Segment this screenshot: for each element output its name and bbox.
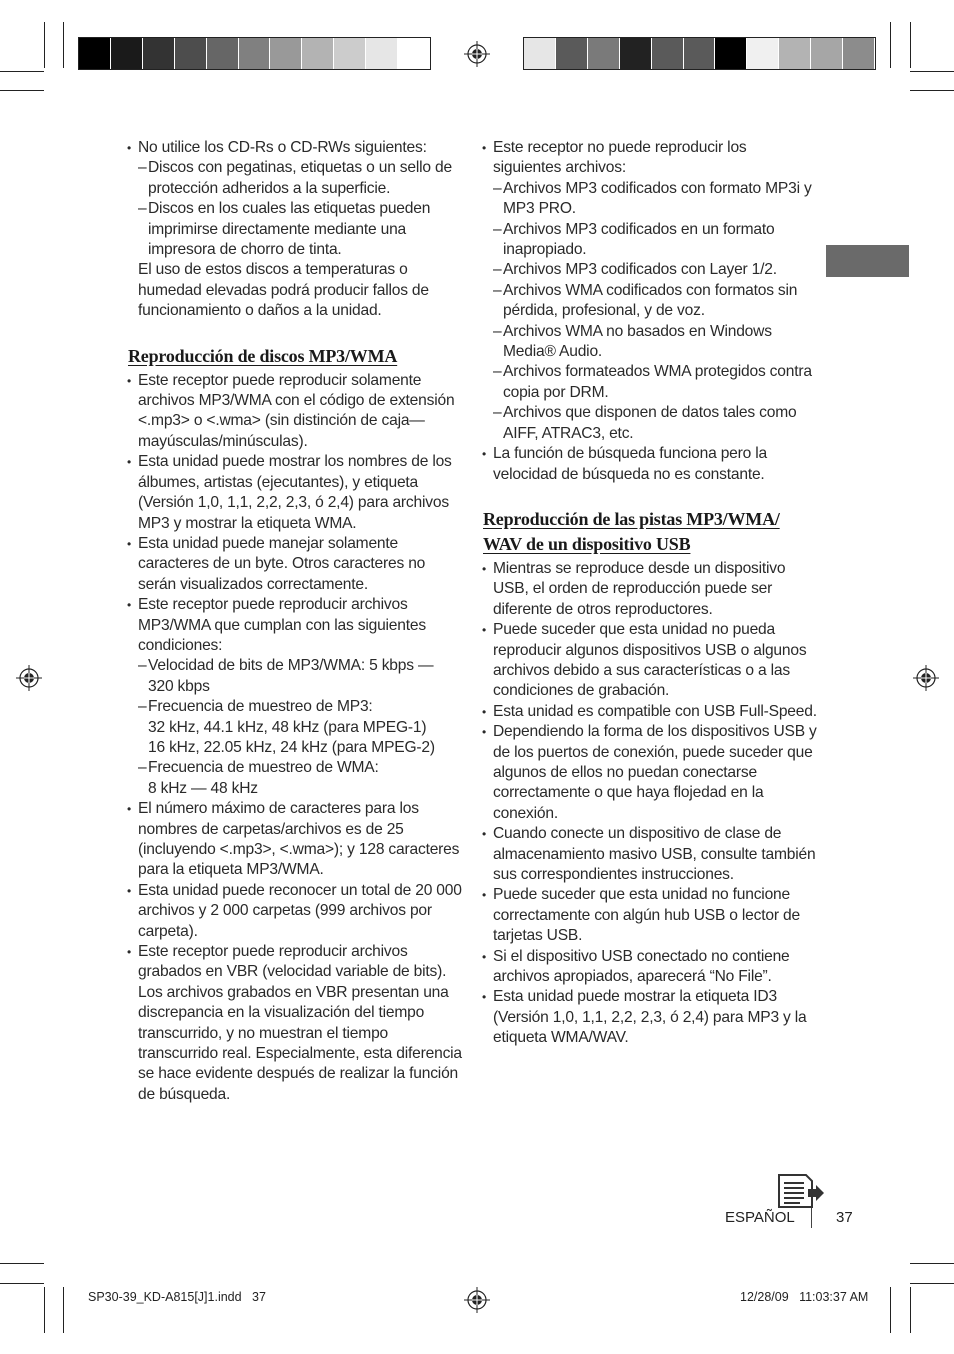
- color-bar-right: [523, 37, 876, 70]
- sub-item: – Archivos WMA no basados en Windows Media® Audio.: [493, 322, 817, 363]
- list-item: [128, 534, 462, 595]
- sub-item: – Archivos MP3 codificados en un formato inapropiado.: [493, 220, 817, 261]
- list-item: [128, 138, 462, 322]
- color-bar-left: [78, 37, 431, 70]
- item-text: 8 kHz — 48 kHz: [148, 779, 258, 797]
- list-item: [483, 885, 817, 946]
- sub-item: – Archivos que disponen de datos tales como AIFF, ATRAC3, etc.: [493, 403, 817, 444]
- crop-mark: [0, 1283, 44, 1284]
- crop-mark: [910, 1287, 911, 1333]
- list-item: [128, 942, 462, 1105]
- item-text: • Esta unidad puede mostrar la etiqueta ID3 (Versión 1,0, 1,1, 2,2, 2,3, ó 2,4) para MP3 y la etiqueta WMA/WAV.: [493, 988, 807, 1047]
- slug-datetime: 12/28/09 11:03:37 AM: [740, 1290, 869, 1304]
- crop-mark: [44, 22, 45, 68]
- color-swatch: [715, 38, 747, 69]
- color-swatch: [652, 38, 684, 69]
- list-item: [128, 595, 462, 799]
- list-item: [483, 138, 817, 444]
- item-text: • Puede suceder que esta unidad no funcione correctamente con algún hub USB o lector de tarjetas USB.: [493, 886, 800, 945]
- item-text: • No utilice los CD-Rs o CD-RWs siguientes:: [138, 139, 427, 156]
- color-swatch: [302, 38, 334, 69]
- item-text: 32 kHz, 44.1 kHz, 48 kHz (para MPEG-1): [148, 718, 427, 736]
- item-text: • Puede suceder que esta unidad no pueda reproducir algunos dispositivos USB o algunos archivos debido a sus características o a las condiciones de grabación.: [493, 621, 807, 700]
- list-item: [128, 799, 462, 881]
- crop-mark: [890, 1287, 891, 1333]
- continued-page-icon: [776, 1172, 826, 1210]
- item-text: • Esta unidad es compatible con USB Full-Speed.: [493, 702, 817, 720]
- list-item: [483, 824, 817, 885]
- sub-item: – Velocidad de bits de MP3/WMA: 5 kbps — 320 kbps: [138, 656, 462, 697]
- crop-mark: [910, 22, 911, 68]
- color-swatch: [334, 38, 366, 69]
- color-swatch: [843, 38, 875, 69]
- crop-mark: [0, 1263, 44, 1264]
- color-swatch: [111, 38, 143, 69]
- registration-mark-icon: [464, 1287, 490, 1313]
- page-number: 37: [836, 1209, 853, 1226]
- color-swatch: [556, 38, 588, 69]
- sub-item: – Archivos MP3 codificados con Layer 1/2.: [493, 260, 817, 280]
- crop-mark: [44, 1287, 45, 1333]
- color-swatch: [143, 38, 175, 69]
- color-swatch: [588, 38, 620, 69]
- item-text: El uso de estos discos a temperaturas o humedad elevadas podrá producir fallos de funcionamiento o daños a la unidad.: [138, 261, 429, 320]
- color-swatch: [79, 38, 111, 69]
- left-list-intro: [128, 138, 462, 322]
- left-column: [128, 138, 462, 1105]
- crop-mark: [890, 22, 891, 68]
- heading-usb-playback: Reproducción de las pistas MP3/WMA/ WAV de un dispositivo USB: [483, 508, 780, 554]
- color-swatch: [239, 38, 271, 69]
- list-item: [128, 371, 462, 453]
- item-text: • Este receptor puede reproducir archivos grabados en VBR (velocidad variable de bits). Los archivos grabados en VBR presentan una discrepancia en la visualización del tiempo transcurrido, y no muestran el tiempo transcurrido real. Especialmente, esta diferencia se hace evidente después de realizar la función de búsqueda.: [138, 943, 462, 1103]
- crop-mark: [63, 22, 64, 68]
- item-text: • Esta unidad puede reconocer un total de 20 000 archivos y 2 000 carpetas (999 archivos por carpeta).: [138, 881, 462, 940]
- item-text: • Esta unidad puede manejar solamente caracteres de un byte. Otros caracteres no serán visualizados correctamente.: [138, 534, 426, 593]
- item-text: • Este receptor no puede reproducir los siguientes archivos:: [493, 139, 747, 177]
- color-swatch: [175, 38, 207, 69]
- color-swatch: [524, 38, 556, 69]
- color-swatch: [811, 38, 843, 69]
- heading-mp3-wma-discs: Reproducción de discos MP3/WMA: [128, 345, 398, 366]
- color-swatch: [620, 38, 652, 69]
- crop-mark: [0, 71, 44, 72]
- item-text: 16 kHz, 22.05 kHz, 24 kHz (para MPEG-2): [148, 738, 435, 756]
- color-swatch: [747, 38, 779, 69]
- sub-item: – Frecuencia de muestreo de MP3:: [138, 697, 462, 717]
- crop-mark: [910, 1283, 954, 1284]
- sub-item: – Discos con pegatinas, etiquetas o un sello de protección adheridos a la superficie.: [138, 158, 462, 199]
- sub-item: – Archivos MP3 codificados con formato MP3i y MP3 PRO.: [493, 179, 817, 220]
- item-text: • Dependiendo la forma de los dispositivos USB y de los puertos de conexión, puede suceder que algunos de ellos no puedan conectarse correctamente o que haya flojedad en la conexión.: [493, 723, 817, 822]
- list-item: [483, 722, 817, 824]
- registration-mark-icon: [913, 665, 939, 691]
- sub-item: – Archivos WMA codificados con formatos sin pérdida, profesional, y de voz.: [493, 281, 817, 322]
- list-item: [483, 444, 817, 485]
- sub-item: – Frecuencia de muestreo de WMA:: [138, 758, 462, 778]
- list-item: [483, 702, 817, 722]
- right-column: [483, 138, 817, 1049]
- crop-mark: [63, 1287, 64, 1333]
- crop-mark: [910, 1263, 954, 1264]
- item-text: • La función de búsqueda funciona pero la velocidad de búsqueda no es constante.: [493, 445, 767, 483]
- list-item: [483, 947, 817, 988]
- registration-mark-icon: [464, 41, 490, 67]
- item-text: • Cuando conecte un dispositivo de clase de almacenamiento masivo USB, consulte también sus correspondientes instrucciones.: [493, 825, 816, 883]
- list-item: [483, 987, 817, 1048]
- list-item: [128, 452, 462, 534]
- item-text: • Este receptor puede reproducir archivos MP3/WMA que cumplan con las siguientes condiciones:: [138, 596, 426, 654]
- item-text: • El número máximo de caracteres para los nombres de carpetas/archivos es de 25 (incluyendo <.mp3>, <.wma>); y 128 caracteres para la etiqueta MP3/WMA.: [138, 800, 460, 879]
- section-tab: [826, 245, 909, 277]
- crop-mark: [0, 90, 44, 91]
- item-text: • Mientras se reproduce desde un dispositivo USB, el orden de reproducción puede ser diferente de otros reproductores.: [493, 559, 786, 618]
- list-item: [483, 620, 817, 702]
- sub-item: – Discos en los cuales las etiquetas pueden imprimirse directamente mediante una impresora de chorro de tinta.: [138, 199, 462, 260]
- list-item: [128, 881, 462, 942]
- right-list-unsupported: [483, 138, 817, 485]
- left-list-mp3-wma: [128, 371, 462, 1106]
- item-text: • Este receptor puede reproducir solamente archivos MP3/WMA con el código de extensión <.mp3> o <.wma> (sin distinción de caja—mayúsculas/minúsculas).: [138, 371, 455, 450]
- color-swatch: [270, 38, 302, 69]
- sub-item: – Archivos formateados WMA protegidos contra copia por DRM.: [493, 362, 817, 403]
- color-swatch: [366, 38, 398, 69]
- color-swatch: [398, 38, 430, 69]
- color-swatch: [779, 38, 811, 69]
- right-list-usb: [483, 559, 817, 1049]
- footer-language: ESPAÑOL: [725, 1209, 795, 1226]
- color-swatch: [207, 38, 239, 69]
- footer-separator: [811, 1208, 812, 1228]
- slug-file: SP30-39_KD-A815[J]1.indd 37: [88, 1290, 266, 1304]
- registration-mark-icon: [16, 665, 42, 691]
- crop-mark: [910, 71, 954, 72]
- item-text: • Esta unidad puede mostrar los nombres de los álbumes, artistas (ejecutantes), y etiqueta (Versión 1,0, 1,1, 2,2, 2,3, ó 2,4) para archivos MP3 y mostrar la etiqueta WMA.: [138, 453, 452, 532]
- item-text: • Si el dispositivo USB conectado no contiene archivos apropiados, aparecerá “No File”.: [493, 947, 790, 986]
- crop-mark: [910, 90, 954, 91]
- list-item: [483, 559, 817, 620]
- color-swatch: [684, 38, 716, 69]
